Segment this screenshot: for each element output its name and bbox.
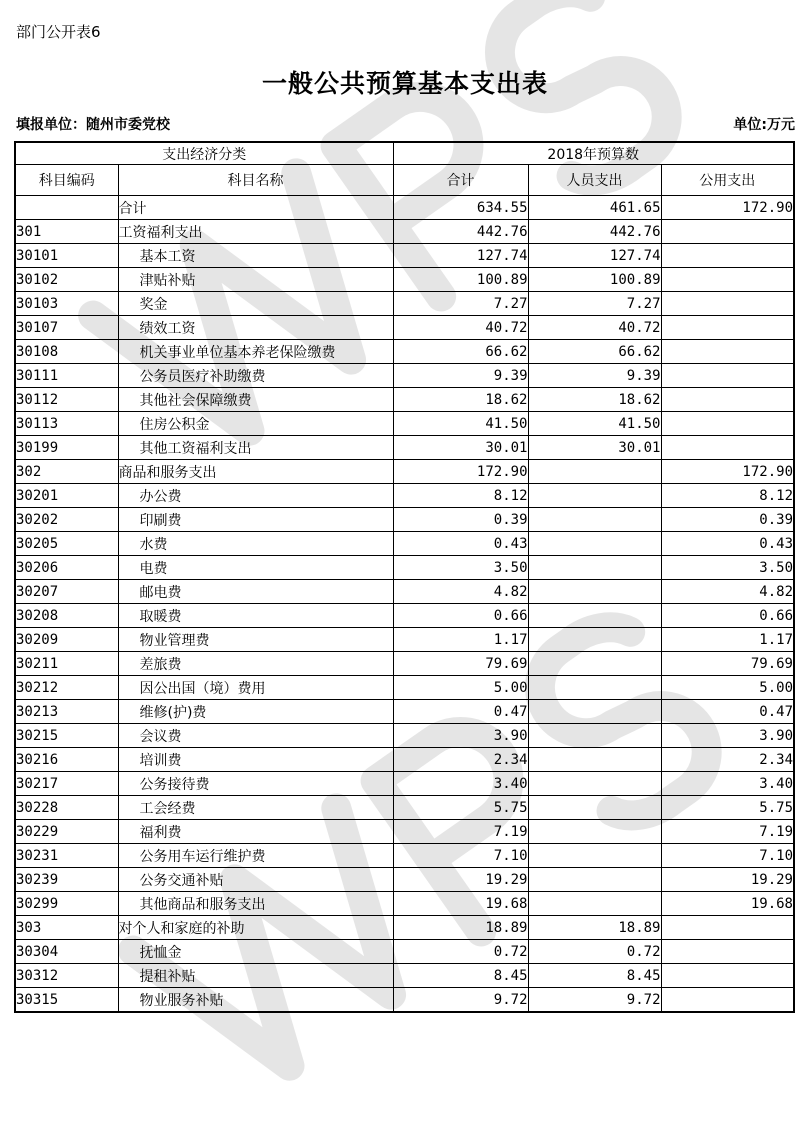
cell-code: 30239 bbox=[15, 868, 118, 892]
cell-name: 其他社会保障缴费 bbox=[118, 388, 393, 412]
cell-personnel bbox=[528, 724, 661, 748]
cell-total: 18.62 bbox=[393, 388, 528, 412]
cell-name: 对个人和家庭的补助 bbox=[118, 916, 393, 940]
cell-code: 30216 bbox=[15, 748, 118, 772]
cell-public: 4.82 bbox=[661, 580, 794, 604]
table-row bbox=[15, 748, 794, 772]
cell-total: 127.74 bbox=[393, 244, 528, 268]
cell-name: 维修(护)费 bbox=[118, 700, 393, 724]
cell-code: 30201 bbox=[15, 484, 118, 508]
cell-personnel bbox=[528, 892, 661, 916]
cell-total: 41.50 bbox=[393, 412, 528, 436]
table-row bbox=[15, 220, 794, 244]
cell-total: 2.34 bbox=[393, 748, 528, 772]
cell-code bbox=[15, 196, 118, 220]
cell-name: 提租补贴 bbox=[118, 964, 393, 988]
cell-total: 3.40 bbox=[393, 772, 528, 796]
cell-public: 172.90 bbox=[661, 196, 794, 220]
table-row bbox=[15, 652, 794, 676]
cell-personnel bbox=[528, 844, 661, 868]
cell-code: 30315 bbox=[15, 988, 118, 1013]
cell-code: 30304 bbox=[15, 940, 118, 964]
cell-code: 30229 bbox=[15, 820, 118, 844]
cell-total: 4.82 bbox=[393, 580, 528, 604]
cell-total: 634.55 bbox=[393, 196, 528, 220]
cell-public: 3.50 bbox=[661, 556, 794, 580]
cell-personnel: 127.74 bbox=[528, 244, 661, 268]
cell-total: 172.90 bbox=[393, 460, 528, 484]
cell-total: 19.29 bbox=[393, 868, 528, 892]
cell-personnel bbox=[528, 676, 661, 700]
cell-total: 5.75 bbox=[393, 796, 528, 820]
cell-code: 30212 bbox=[15, 676, 118, 700]
cell-personnel bbox=[528, 460, 661, 484]
cell-total: 442.76 bbox=[393, 220, 528, 244]
table-row bbox=[15, 532, 794, 556]
cell-public bbox=[661, 244, 794, 268]
cell-name: 津贴补贴 bbox=[118, 268, 393, 292]
cell-personnel bbox=[528, 580, 661, 604]
table-row bbox=[15, 988, 794, 1013]
cell-total: 8.12 bbox=[393, 484, 528, 508]
cell-personnel bbox=[528, 604, 661, 628]
cell-code: 30217 bbox=[15, 772, 118, 796]
cell-personnel bbox=[528, 748, 661, 772]
table-row bbox=[15, 460, 794, 484]
table-row bbox=[15, 316, 794, 340]
cell-name: 培训费 bbox=[118, 748, 393, 772]
cell-personnel bbox=[528, 628, 661, 652]
table-row bbox=[15, 892, 794, 916]
cell-public bbox=[661, 388, 794, 412]
cell-total: 0.66 bbox=[393, 604, 528, 628]
reporting-unit-label: 填报单位：随州市委党校 bbox=[16, 117, 170, 133]
cell-total: 5.00 bbox=[393, 676, 528, 700]
cell-personnel: 66.62 bbox=[528, 340, 661, 364]
cell-total: 3.50 bbox=[393, 556, 528, 580]
cell-name: 因公出国（境）费用 bbox=[118, 676, 393, 700]
cell-public: 8.12 bbox=[661, 484, 794, 508]
cell-code: 302 bbox=[15, 460, 118, 484]
cell-public: 79.69 bbox=[661, 652, 794, 676]
cell-name: 会议费 bbox=[118, 724, 393, 748]
cell-public: 5.00 bbox=[661, 676, 794, 700]
table-header-row bbox=[15, 165, 794, 196]
meta-row bbox=[16, 114, 795, 134]
cell-public bbox=[661, 940, 794, 964]
cell-code: 30231 bbox=[15, 844, 118, 868]
cell-personnel bbox=[528, 652, 661, 676]
cell-public bbox=[661, 988, 794, 1013]
table-row bbox=[15, 820, 794, 844]
table-row bbox=[15, 964, 794, 988]
header-personnel-expenditure: 人员支出 bbox=[528, 165, 661, 196]
cell-public: 7.10 bbox=[661, 844, 794, 868]
cell-name: 公务用车运行维护费 bbox=[118, 844, 393, 868]
cell-personnel: 100.89 bbox=[528, 268, 661, 292]
cell-personnel bbox=[528, 796, 661, 820]
cell-personnel: 40.72 bbox=[528, 316, 661, 340]
cell-public bbox=[661, 292, 794, 316]
table-row bbox=[15, 508, 794, 532]
table-row bbox=[15, 724, 794, 748]
cell-name: 公务交通补贴 bbox=[118, 868, 393, 892]
cell-public: 3.90 bbox=[661, 724, 794, 748]
table-row bbox=[15, 676, 794, 700]
cell-total: 100.89 bbox=[393, 268, 528, 292]
cell-name: 电费 bbox=[118, 556, 393, 580]
cell-code: 30208 bbox=[15, 604, 118, 628]
cell-code: 301 bbox=[15, 220, 118, 244]
cell-code: 30102 bbox=[15, 268, 118, 292]
cell-personnel: 7.27 bbox=[528, 292, 661, 316]
cell-code: 30103 bbox=[15, 292, 118, 316]
cell-personnel: 18.62 bbox=[528, 388, 661, 412]
cell-total: 66.62 bbox=[393, 340, 528, 364]
cell-total: 19.68 bbox=[393, 892, 528, 916]
cell-public bbox=[661, 412, 794, 436]
cell-code: 30215 bbox=[15, 724, 118, 748]
cell-personnel: 442.76 bbox=[528, 220, 661, 244]
cell-public bbox=[661, 916, 794, 940]
cell-public: 19.29 bbox=[661, 868, 794, 892]
cell-name: 其他商品和服务支出 bbox=[118, 892, 393, 916]
table-row bbox=[15, 556, 794, 580]
table-row bbox=[15, 364, 794, 388]
cell-public bbox=[661, 316, 794, 340]
cell-name: 抚恤金 bbox=[118, 940, 393, 964]
cell-total: 9.72 bbox=[393, 988, 528, 1013]
cell-name: 公务员医疗补助缴费 bbox=[118, 364, 393, 388]
cell-personnel bbox=[528, 700, 661, 724]
cell-code: 30113 bbox=[15, 412, 118, 436]
cell-personnel: 18.89 bbox=[528, 916, 661, 940]
cell-public: 0.43 bbox=[661, 532, 794, 556]
cell-total: 79.69 bbox=[393, 652, 528, 676]
cell-public: 0.66 bbox=[661, 604, 794, 628]
cell-personnel bbox=[528, 772, 661, 796]
header-2018-budget: 2018年预算数 bbox=[393, 142, 794, 165]
cell-public: 1.17 bbox=[661, 628, 794, 652]
cell-name: 水费 bbox=[118, 532, 393, 556]
table-row bbox=[15, 940, 794, 964]
cell-total: 0.47 bbox=[393, 700, 528, 724]
table-header-group-row bbox=[15, 142, 794, 165]
cell-total: 0.39 bbox=[393, 508, 528, 532]
cell-name: 福利费 bbox=[118, 820, 393, 844]
cell-public: 2.34 bbox=[661, 748, 794, 772]
table-row bbox=[15, 604, 794, 628]
cell-name: 奖金 bbox=[118, 292, 393, 316]
cell-total: 30.01 bbox=[393, 436, 528, 460]
cell-code: 30207 bbox=[15, 580, 118, 604]
cell-personnel: 0.72 bbox=[528, 940, 661, 964]
cell-personnel bbox=[528, 556, 661, 580]
cell-code: 303 bbox=[15, 916, 118, 940]
cell-public: 19.68 bbox=[661, 892, 794, 916]
cell-personnel bbox=[528, 532, 661, 556]
cell-code: 30108 bbox=[15, 340, 118, 364]
cell-personnel bbox=[528, 484, 661, 508]
cell-public bbox=[661, 436, 794, 460]
cell-code: 30211 bbox=[15, 652, 118, 676]
table-row bbox=[15, 340, 794, 364]
cell-code: 30228 bbox=[15, 796, 118, 820]
header-expenditure-classification: 支出经济分类 bbox=[15, 142, 393, 165]
cell-name: 办公费 bbox=[118, 484, 393, 508]
table-row bbox=[15, 244, 794, 268]
cell-personnel bbox=[528, 820, 661, 844]
table-row bbox=[15, 484, 794, 508]
cell-name: 工资福利支出 bbox=[118, 220, 393, 244]
cell-name: 商品和服务支出 bbox=[118, 460, 393, 484]
cell-total: 40.72 bbox=[393, 316, 528, 340]
cell-code: 30205 bbox=[15, 532, 118, 556]
cell-name: 工会经费 bbox=[118, 796, 393, 820]
table-row bbox=[15, 844, 794, 868]
cell-total: 18.89 bbox=[393, 916, 528, 940]
cell-code: 30312 bbox=[15, 964, 118, 988]
cell-code: 30112 bbox=[15, 388, 118, 412]
cell-personnel: 41.50 bbox=[528, 412, 661, 436]
table-row bbox=[15, 796, 794, 820]
cell-public bbox=[661, 268, 794, 292]
cell-name: 合计 bbox=[118, 196, 393, 220]
cell-total: 9.39 bbox=[393, 364, 528, 388]
cell-total: 0.43 bbox=[393, 532, 528, 556]
cell-total: 7.27 bbox=[393, 292, 528, 316]
cell-name: 差旅费 bbox=[118, 652, 393, 676]
cell-code: 30209 bbox=[15, 628, 118, 652]
cell-code: 30199 bbox=[15, 436, 118, 460]
header-subject-code: 科目编码 bbox=[15, 165, 118, 196]
unit-label: 单位:万元 bbox=[733, 117, 795, 133]
cell-personnel: 461.65 bbox=[528, 196, 661, 220]
table-row bbox=[15, 436, 794, 460]
cell-name: 其他工资福利支出 bbox=[118, 436, 393, 460]
cell-personnel: 9.39 bbox=[528, 364, 661, 388]
cell-name: 邮电费 bbox=[118, 580, 393, 604]
cell-name: 印刷费 bbox=[118, 508, 393, 532]
cell-public bbox=[661, 964, 794, 988]
cell-code: 30107 bbox=[15, 316, 118, 340]
cell-public bbox=[661, 364, 794, 388]
table-row bbox=[15, 772, 794, 796]
cell-code: 30213 bbox=[15, 700, 118, 724]
table-row bbox=[15, 700, 794, 724]
doc-label: 部门公开表6 bbox=[16, 23, 101, 41]
header-subject-name: 科目名称 bbox=[118, 165, 393, 196]
cell-total: 0.72 bbox=[393, 940, 528, 964]
table-row bbox=[15, 292, 794, 316]
table-row bbox=[15, 388, 794, 412]
table-body bbox=[15, 196, 794, 1013]
cell-code: 30101 bbox=[15, 244, 118, 268]
cell-name: 机关事业单位基本养老保险缴费 bbox=[118, 340, 393, 364]
cell-public: 0.47 bbox=[661, 700, 794, 724]
cell-personnel: 30.01 bbox=[528, 436, 661, 460]
page-title: 一般公共预算基本支出表 bbox=[261, 69, 548, 98]
table-row bbox=[15, 868, 794, 892]
cell-public: 3.40 bbox=[661, 772, 794, 796]
table-row bbox=[15, 580, 794, 604]
cell-public: 172.90 bbox=[661, 460, 794, 484]
table-row bbox=[15, 196, 794, 220]
cell-public: 5.75 bbox=[661, 796, 794, 820]
cell-total: 7.10 bbox=[393, 844, 528, 868]
cell-code: 30299 bbox=[15, 892, 118, 916]
cell-public bbox=[661, 340, 794, 364]
cell-personnel: 8.45 bbox=[528, 964, 661, 988]
budget-table bbox=[14, 141, 795, 1013]
cell-total: 3.90 bbox=[393, 724, 528, 748]
cell-name: 物业管理费 bbox=[118, 628, 393, 652]
cell-total: 1.17 bbox=[393, 628, 528, 652]
table-row bbox=[15, 628, 794, 652]
table-row bbox=[15, 412, 794, 436]
cell-name: 物业服务补贴 bbox=[118, 988, 393, 1013]
cell-name: 住房公积金 bbox=[118, 412, 393, 436]
cell-name: 基本工资 bbox=[118, 244, 393, 268]
cell-name: 公务接待费 bbox=[118, 772, 393, 796]
cell-public bbox=[661, 220, 794, 244]
cell-total: 8.45 bbox=[393, 964, 528, 988]
cell-name: 绩效工资 bbox=[118, 316, 393, 340]
cell-public: 7.19 bbox=[661, 820, 794, 844]
cell-personnel bbox=[528, 508, 661, 532]
cell-public: 0.39 bbox=[661, 508, 794, 532]
header-total: 合计 bbox=[393, 165, 528, 196]
table-row bbox=[15, 268, 794, 292]
cell-code: 30111 bbox=[15, 364, 118, 388]
table-row bbox=[15, 916, 794, 940]
cell-personnel: 9.72 bbox=[528, 988, 661, 1013]
cell-code: 30202 bbox=[15, 508, 118, 532]
header-public-expenditure: 公用支出 bbox=[661, 165, 794, 196]
cell-total: 7.19 bbox=[393, 820, 528, 844]
cell-name: 取暖费 bbox=[118, 604, 393, 628]
cell-personnel bbox=[528, 868, 661, 892]
cell-code: 30206 bbox=[15, 556, 118, 580]
